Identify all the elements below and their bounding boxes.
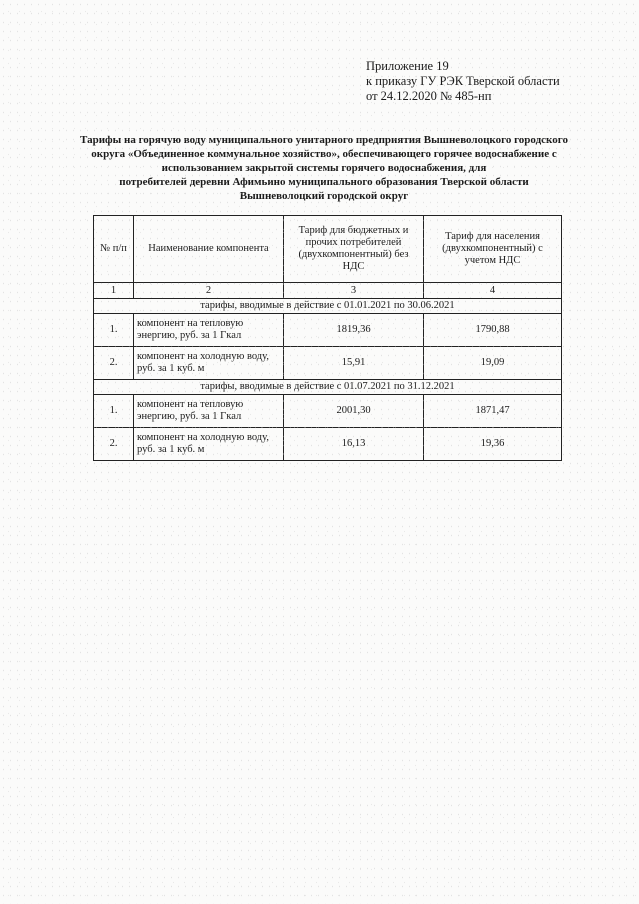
component-name: компонент на тепловую энергию, руб. за 1 Гкал xyxy=(134,395,284,428)
component-name: компонент на холодную воду, руб. за 1 куб. м xyxy=(134,347,284,380)
title-line: округа «Объединенное коммунальное хозяйство», обеспечивающего горячее водоснабжение с xyxy=(91,148,557,160)
period-label: тарифы, вводимые в действие с 01.07.2021 по 31.12.2021 xyxy=(94,380,562,395)
component-name: компонент на холодную воду, руб. за 1 куб. м xyxy=(134,428,284,461)
header-component-name: Наименование компонента xyxy=(134,216,284,283)
budget-tariff-value: 2001,30 xyxy=(284,395,424,428)
row-number: 1. xyxy=(94,395,134,428)
header-population-tariff: Тариф для населения (двухкомпонентный) с учетом НДС xyxy=(424,216,562,283)
population-tariff-value: 1790,88 xyxy=(424,314,562,347)
table-row xyxy=(94,347,562,380)
appendix-line: Приложение 19 xyxy=(366,59,449,73)
appendix-line: от 24.12.2020 № 485-нп xyxy=(366,89,492,103)
population-tariff-value: 19,36 xyxy=(424,428,562,461)
period-row xyxy=(94,380,562,395)
row-number: 1. xyxy=(94,314,134,347)
period-label: тарифы, вводимые в действие с 01.01.2021 по 30.06.2021 xyxy=(94,299,562,314)
row-number: 2. xyxy=(94,428,134,461)
column-number: 2 xyxy=(134,283,284,299)
population-tariff-value: 19,09 xyxy=(424,347,562,380)
budget-tariff-value: 1819,36 xyxy=(284,314,424,347)
budget-tariff-value: 16,13 xyxy=(284,428,424,461)
title-line: использованием закрытой системы горячего водоснабжения, для xyxy=(161,162,487,174)
period-row xyxy=(94,299,562,314)
budget-tariff-value: 15,91 xyxy=(284,347,424,380)
table-header-row xyxy=(94,216,562,283)
title-line: Тарифы на горячую воду муниципального унитарного предприятия Вышневолоцкого городского xyxy=(80,134,568,146)
table-row xyxy=(94,428,562,461)
header-no: № п/п xyxy=(94,216,134,283)
column-number: 3 xyxy=(284,283,424,299)
title-line: Вышневолоцкий городской округ xyxy=(239,190,409,202)
population-tariff-value: 1871,47 xyxy=(424,395,562,428)
row-number: 2. xyxy=(94,347,134,380)
column-number-row xyxy=(94,283,562,299)
component-name: компонент на тепловую энергию, руб. за 1 Гкал xyxy=(134,314,284,347)
table-row xyxy=(94,395,562,428)
table-row xyxy=(94,314,562,347)
column-number: 1 xyxy=(94,283,134,299)
appendix-line: к приказу ГУ РЭК Тверской области xyxy=(366,74,560,88)
appendix-reference xyxy=(366,59,560,104)
document-title xyxy=(40,133,608,203)
header-budget-tariff: Тариф для бюджетных и прочих потребителей (двухкомпонентный) без НДС xyxy=(284,216,424,283)
tariff-table xyxy=(93,215,562,461)
title-line: потребителей деревни Афимьино муниципального образования Тверской области xyxy=(119,176,529,188)
column-number: 4 xyxy=(424,283,562,299)
